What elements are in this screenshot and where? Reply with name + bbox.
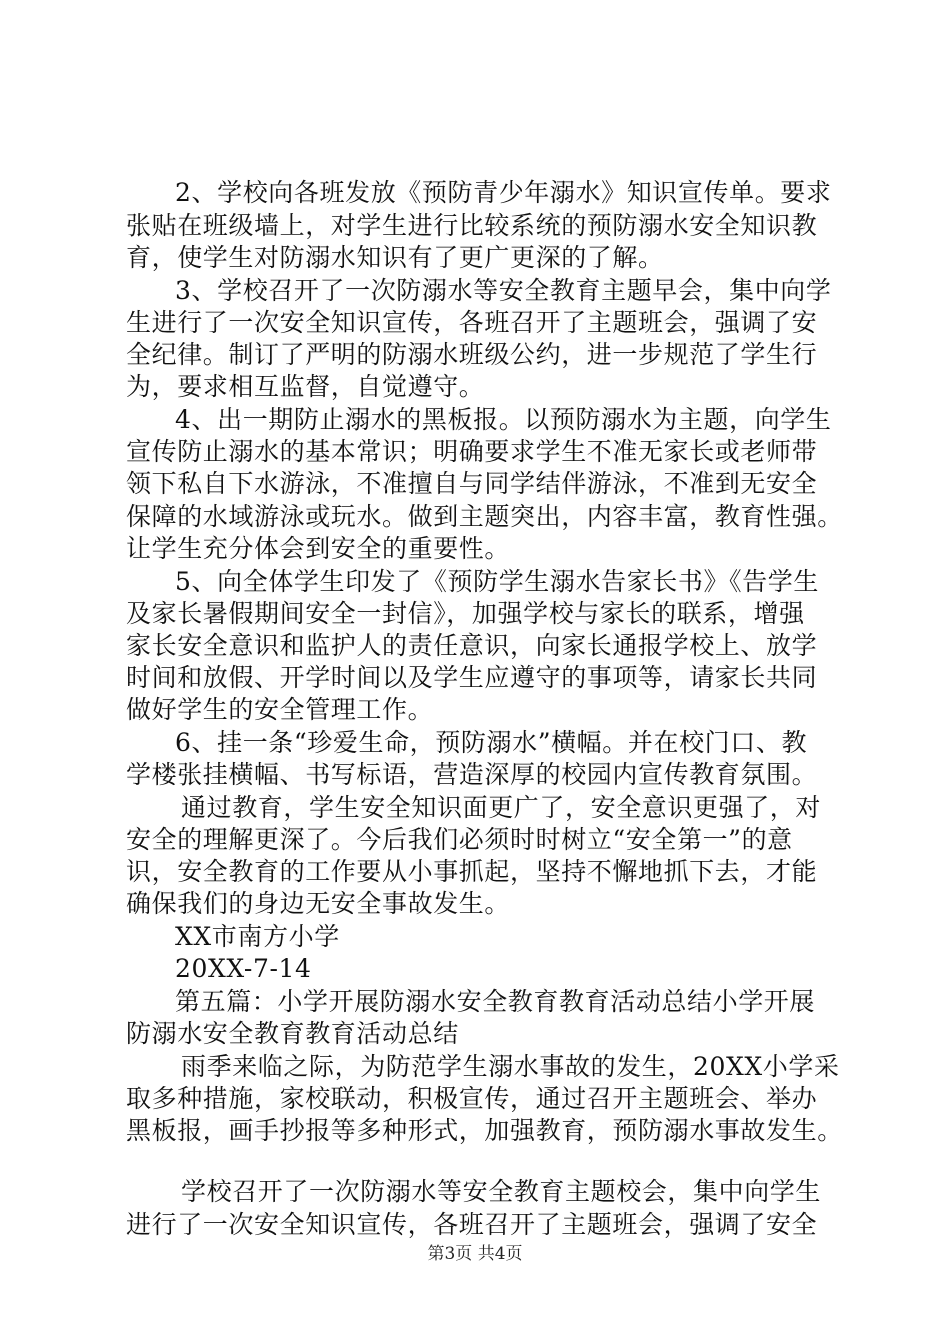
paragraph-4-line-2: 宣传防止溺水的基本常识；明确要求学生不准无家长或老师带: [126, 437, 818, 466]
paragraph-4-line-1: 4、出一期防止溺水的黑板报。以预防溺水为主题，向学生: [175, 405, 832, 434]
paragraph-5-line-5: 做好学生的安全管理工作。: [126, 695, 434, 724]
paragraph-2-line-2: 张贴在班级墙上，对学生进行比较系统的预防溺水安全知识教: [126, 211, 818, 240]
paragraph-6-line-2: 学楼张挂横幅、书写标语，营造深厚的校园内宣传教育氛围。: [126, 760, 818, 789]
paragraph-2-line-1: 2、学校向各班发放《预防青少年溺水》知识宣传单。要求: [175, 178, 832, 207]
page-number-footer: 第3页 共4页: [427, 1244, 523, 1264]
paragraph-5-line-2: 及家长暑假期间安全一封信》，加强学校与家长的联系，增强: [126, 599, 805, 628]
paragraph-summary-line-4: 确保我们的身边无安全事故发生。: [126, 889, 511, 918]
signature-date: 20XX-7-14: [175, 954, 312, 983]
paragraph-summary-line-2: 安全的理解更深了。今后我们必须时时树立“安全第一”的意: [126, 825, 793, 854]
paragraph-5-line-3: 家长安全意识和监护人的责任意识，向家长通报学校上、放学: [126, 631, 818, 660]
paragraph-4-line-4: 保障的水域游泳或玩水。做到主题突出，内容丰富，教育性强。: [126, 502, 843, 531]
paragraph-4-line-5: 让学生充分体会到安全的重要性。: [126, 534, 511, 563]
paragraph-3-line-3: 全纪律。制订了严明的防溺水班级公约，进一步规范了学生行: [126, 340, 818, 369]
paragraph-3-line-2: 生进行了一次安全知识宣传，各班召开了主题班会，强调了安: [126, 308, 818, 337]
paragraph-4-line-3: 领下私自下水游泳，不准擅自与同学结伴游泳，不准到无安全: [126, 469, 818, 498]
paragraph-3-line-4: 为，要求相互监督，自觉遵守。: [126, 372, 485, 401]
paragraph-5-line-1: 5、向全体学生印发了《预防学生溺水告家长书》《告学生: [175, 567, 820, 596]
section-five-intro-line-1: 雨季来临之际，为防范学生溺水事故的发生，20XX小学采: [181, 1052, 840, 1081]
paragraph-6-line-1: 6、挂一条“珍爱生命，预防溺水”横幅。并在校门口、教: [175, 728, 808, 757]
paragraph-3-line-1: 3、学校召开了一次防溺水等安全教育主题早会，集中向学: [175, 276, 832, 305]
section-five-body-line-2: 进行了一次安全知识宣传，各班召开了主题班会，强调了安全: [126, 1210, 818, 1239]
section-five-intro-line-3: 黑板报，画手抄报等多种形式，加强教育，预防溺水事故发生。: [126, 1116, 843, 1145]
section-five-title-line-2: 防溺水安全教育教育活动总结: [126, 1019, 459, 1048]
paragraph-summary-line-1: 通过教育，学生安全知识面更广了，安全意识更强了，对: [181, 793, 822, 822]
paragraph-5-line-4: 时间和放假、开学时间以及学生应遵守的事项等，请家长共同: [126, 663, 818, 692]
signature-school: XX市南方小学: [175, 922, 340, 951]
section-five-intro-line-2: 取多种措施，家校联动，积极宣传，通过召开主题班会、举办: [126, 1084, 818, 1113]
section-five-body-line-1: 学校召开了一次防溺水等安全教育主题校会，集中向学生: [181, 1177, 822, 1206]
paragraph-summary-line-3: 识，安全教育的工作要从小事抓起，坚持不懈地抓下去，才能: [126, 857, 818, 886]
paragraph-2-line-3: 育，使学生对防溺水知识有了更广更深的了解。: [126, 243, 664, 272]
section-five-title-line-1: 第五篇：小学开展防溺水安全教育教育活动总结小学开展: [175, 987, 816, 1016]
